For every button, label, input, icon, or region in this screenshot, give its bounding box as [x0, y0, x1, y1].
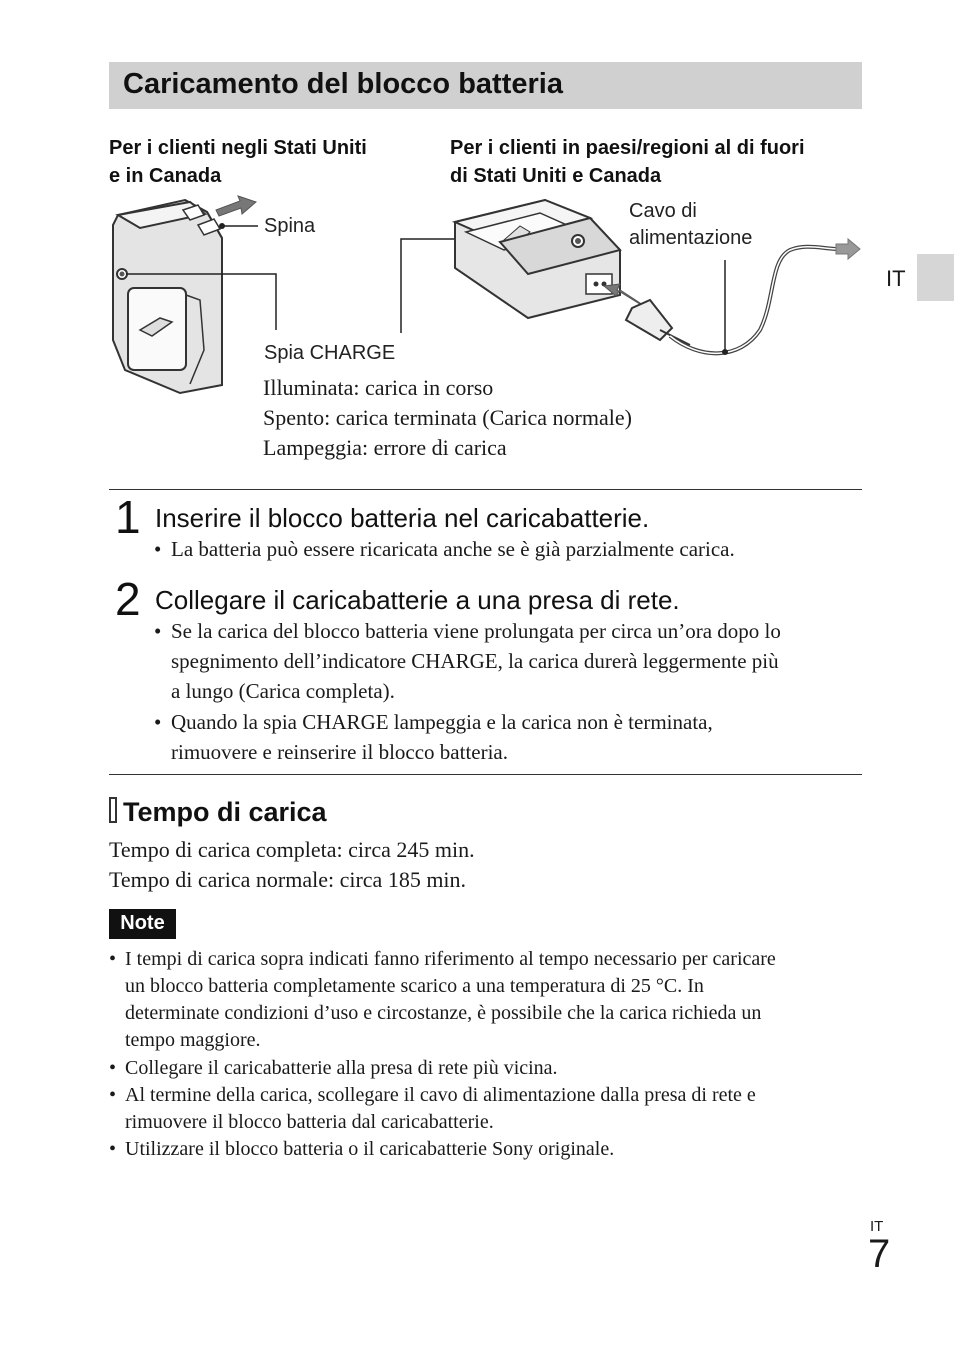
language-side-tab: [917, 254, 954, 301]
step-1-number: 1: [115, 491, 141, 543]
steps-top-rule: [109, 489, 862, 490]
bullet-dot: •: [154, 619, 162, 643]
charge-time-heading-text: Tempo di carica: [123, 797, 327, 827]
section-marker-icon: [109, 797, 117, 823]
power-cord-label-line-1: Cavo di: [629, 200, 697, 222]
step-1-bullet-text: La batteria può essere ricaricata anche se è già parzialmente carica.: [171, 537, 735, 561]
left-heading-line-2: e in Canada: [109, 165, 222, 187]
note-item-1-line-2: un blocco batteria completamente scarico a una temperatura di 25 °C. In: [125, 975, 704, 997]
charge-time-values: [109, 835, 475, 895]
charge-status-list: [263, 373, 632, 463]
note-item-2-text: [125, 1055, 558, 1082]
page-title: Caricamento del blocco batteria: [123, 68, 563, 100]
charge-lamp-label: Spia CHARGE: [264, 342, 396, 364]
note-item-1-line-3: determinate condizioni d’uso e circostanze, è possibile che la carica richieda un: [125, 1002, 762, 1024]
step-1-title: Inserire il blocco batteria nel caricabatterie.: [155, 503, 650, 533]
step-2-bullet-1-line-3: a lungo (Carica completa).: [171, 679, 395, 703]
left-heading-line-1: Per i clienti negli Stati Uniti: [109, 137, 367, 159]
status-complete: Spento: carica terminata (Carica normale): [263, 405, 632, 430]
note-item-3: [109, 1082, 859, 1136]
charge-time-normal: Tempo di carica normale: circa 185 min.: [109, 867, 467, 892]
step-2-bullet-1: [154, 616, 854, 706]
step-2-bullet-2: [154, 707, 854, 767]
note-item-2: [109, 1055, 859, 1082]
plug-label: Spina: [264, 215, 316, 237]
bullet-dot: •: [154, 537, 162, 561]
bullet-dot: •: [154, 710, 162, 734]
note-item-1-line-1: I tempi di carica sopra indicati fanno riferimento al tempo necessario per caricare: [125, 948, 776, 970]
note-item-1-text: [125, 946, 776, 1054]
bullet-dot: •: [109, 1138, 117, 1160]
step-2-bullet-1-text: [171, 616, 781, 706]
power-cord-label-line-2: alimentazione: [629, 227, 753, 249]
footer-language: IT: [870, 1218, 884, 1235]
note-item-4: [109, 1136, 859, 1163]
charge-time-full: Tempo di carica completa: circa 245 min.: [109, 837, 475, 862]
step-2-bullet-2-text: [171, 707, 713, 767]
note-item-3-line-2: rimuovere il blocco batteria dal caricabatterie.: [125, 1111, 494, 1133]
right-heading-line-1: Per i clienti in paesi/regioni al di fuori: [450, 137, 805, 159]
note-item-1: [109, 946, 859, 1054]
step-2-bullet-1-line-2: spegnimento dell’indicatore CHARGE, la carica durerà leggermente più: [171, 649, 779, 673]
note-badge: [109, 909, 176, 939]
note-item-3-text: [125, 1082, 756, 1136]
bullet-dot: •: [109, 1084, 117, 1106]
note-item-3-line-1: Al termine della carica, scollegare il cavo di alimentazione dalla presa di rete e: [125, 1084, 756, 1106]
step-1-bullet: [154, 534, 854, 564]
note-item-2-line-1: Collegare il caricabatterie alla presa di rete più vicina.: [125, 1057, 558, 1079]
step-2-bullet-2-line-2: rimuovere e reinserire il blocco batteria.: [171, 740, 509, 764]
note-badge-label: Note: [120, 912, 165, 934]
note-item-4-line-1: Utilizzare il blocco batteria o il caricabatterie Sony originale.: [125, 1138, 615, 1160]
step-2-bullet-1-line-1: Se la carica del blocco batteria viene prolungata per circa un’ora dopo lo: [171, 619, 781, 643]
note-item-4-text: [125, 1136, 614, 1163]
bullet-dot: •: [109, 1057, 117, 1079]
steps-bottom-rule: [109, 774, 862, 775]
status-error: Lampeggia: errore di carica: [263, 435, 507, 460]
status-charging: Illuminata: carica in corso: [263, 375, 494, 400]
step-2-title: Collegare il caricabatterie a una presa di rete.: [155, 585, 680, 615]
right-heading-line-2: di Stati Uniti e Canada: [450, 165, 662, 187]
note-item-1-line-4: tempo maggiore.: [125, 1029, 261, 1051]
step-2-number: 2: [115, 573, 141, 625]
power-cord-label: [629, 198, 752, 252]
charger-illustration: [0, 0, 954, 400]
step-2-bullet-2-line-1: Quando la spia CHARGE lampeggia e la carica non è terminata,: [171, 710, 713, 734]
bullet-dot: •: [109, 948, 117, 970]
language-tab-label: IT: [886, 266, 906, 291]
page-number: 7: [868, 1232, 891, 1276]
charge-time-heading: [109, 795, 327, 829]
